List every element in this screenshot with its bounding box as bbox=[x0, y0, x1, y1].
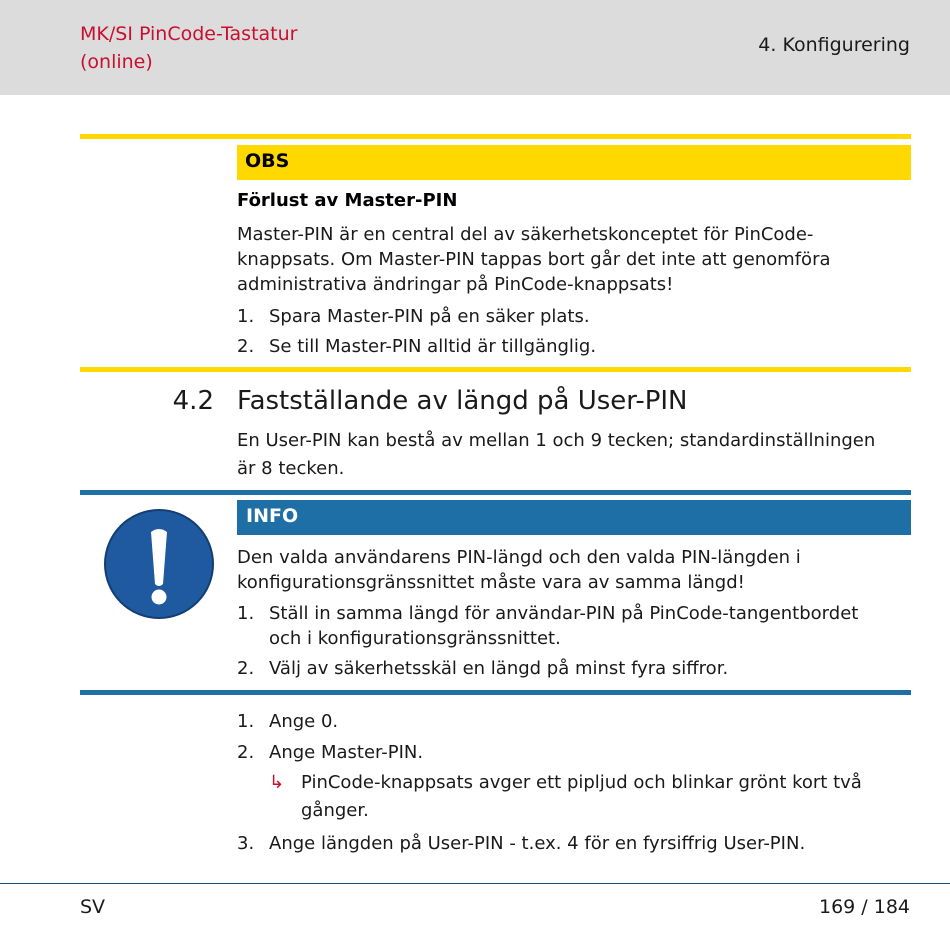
document-title bbox=[80, 20, 297, 76]
procedure-step-text: Ange längden på User-PIN - t.ex. 4 för en fyrsiffrig User-PIN. bbox=[269, 833, 806, 854]
info-top-rule bbox=[80, 490, 911, 495]
obs-label-bar bbox=[237, 145, 911, 180]
section-title: Fastställande av längd på User-PIN bbox=[237, 386, 688, 416]
document-title-line1: MK/SI PinCode-Tastatur bbox=[80, 23, 298, 45]
footer-divider bbox=[0, 883, 950, 884]
chapter-title: 4. Konfigurering bbox=[758, 34, 910, 56]
info-step-text: Välj av säkerhetsskäl en längd på minst fyra siffror. bbox=[269, 658, 729, 679]
obs-paragraph-line: administrativa ändringar på PinCode-knappsats! bbox=[237, 274, 674, 295]
document-title-line2: (online) bbox=[80, 51, 153, 73]
info-paragraph-line: konfigurationsgränssnittet måste vara av samma längd! bbox=[237, 572, 745, 593]
info-bottom-rule bbox=[80, 690, 911, 695]
procedure-step-number: 1. bbox=[237, 711, 255, 732]
info-step-line: och i konfigurationsgränssnittet. bbox=[269, 628, 561, 649]
procedure-step-number: 2. bbox=[237, 742, 255, 763]
obs-step-text: Se till Master-PIN alltid är tillgänglig. bbox=[269, 336, 597, 357]
info-step-number: 1. bbox=[237, 603, 255, 624]
page-number: 169 / 184 bbox=[818, 896, 910, 918]
obs-paragraph-line: knappsats. Om Master-PIN tappas bort går det inte att genomföra bbox=[237, 249, 831, 270]
obs-step-text: Spara Master-PIN på en säker plats. bbox=[269, 306, 590, 327]
footer-language: SV bbox=[80, 896, 106, 918]
exclamation-icon bbox=[103, 508, 215, 620]
obs-paragraph-line: Master-PIN är en central del av säkerhetskonceptet för PinCode- bbox=[237, 224, 814, 245]
procedure-step-text: Ange Master-PIN. bbox=[269, 742, 424, 763]
obs-top-rule bbox=[80, 134, 911, 139]
procedure-result-line: PinCode-knappsats avger ett pipljud och blinkar grönt kort två bbox=[301, 772, 862, 793]
info-step-line: Ställ in samma längd för användar-PIN på PinCode-tangentbordet bbox=[269, 603, 859, 624]
obs-heading: Förlust av Master-PIN bbox=[237, 190, 458, 211]
info-paragraph-line: Den valda användarens PIN-längd och den valda PIN-längden i bbox=[237, 547, 801, 568]
info-step-text bbox=[269, 601, 909, 651]
obs-paragraph bbox=[237, 222, 911, 297]
obs-step-number: 2. bbox=[237, 336, 255, 357]
procedure-result-line: gånger. bbox=[301, 800, 369, 821]
result-arrow-icon: ↳ bbox=[269, 772, 285, 793]
obs-bottom-rule bbox=[80, 367, 911, 372]
obs-label: OBS bbox=[245, 150, 290, 172]
procedure-step-number: 3. bbox=[237, 833, 255, 854]
section-intro-line: är 8 tecken. bbox=[237, 458, 345, 479]
procedure-step-text: Ange 0. bbox=[269, 711, 339, 732]
info-label-bar bbox=[237, 500, 911, 535]
obs-step-number: 1. bbox=[237, 306, 255, 327]
section-number: 4.2 bbox=[172, 386, 214, 416]
section-intro bbox=[237, 428, 911, 481]
procedure-result-text bbox=[301, 770, 911, 823]
section-intro-line: En User-PIN kan bestå av mellan 1 och 9 tecken; standardinställningen bbox=[237, 430, 876, 451]
info-paragraph bbox=[237, 545, 911, 595]
info-step-number: 2. bbox=[237, 658, 255, 679]
info-label: INFO bbox=[246, 505, 299, 527]
